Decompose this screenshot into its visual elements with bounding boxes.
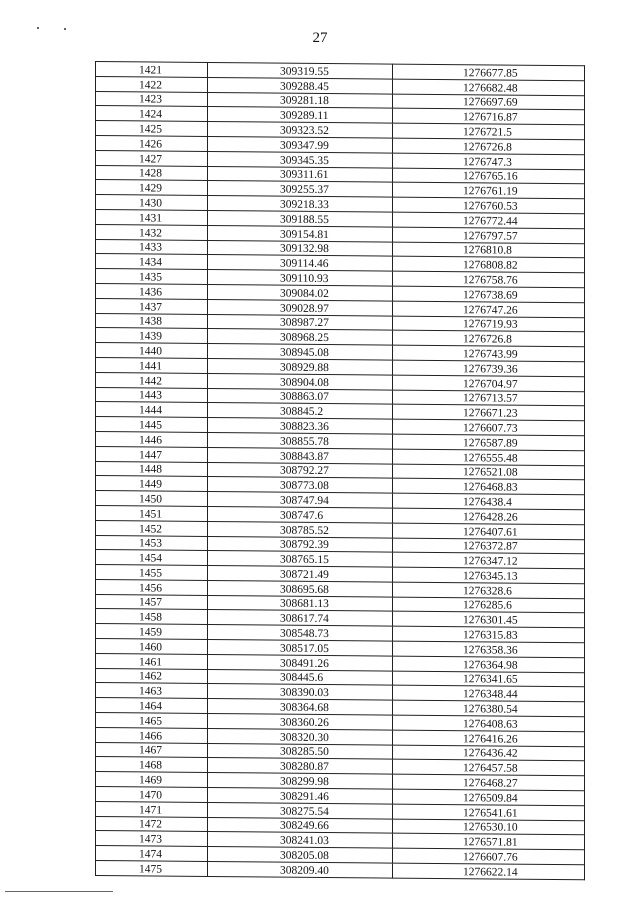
point-number-cell: 1438 [96, 313, 208, 329]
scan-speck [37, 27, 39, 29]
point-number-cell: 1448 [96, 461, 208, 477]
x-coordinate-cell: 308765.15 [208, 551, 393, 567]
x-coordinate-cell: 309289.11 [208, 107, 393, 123]
y-coordinate-cell: 1276315.83 [393, 626, 585, 642]
point-number-cell: 1471 [96, 801, 208, 817]
point-number-cell: 1455 [96, 565, 208, 581]
x-coordinate-cell: 308320.30 [208, 728, 393, 744]
point-number-cell: 1426 [96, 135, 208, 151]
y-coordinate-cell: 1276760.53 [393, 197, 585, 213]
y-coordinate-cell: 1276457.58 [393, 760, 585, 776]
x-coordinate-cell: 308773.08 [208, 477, 393, 493]
point-number-cell: 1450 [96, 491, 208, 507]
x-coordinate-cell: 308747.94 [208, 492, 393, 508]
y-coordinate-cell: 1276743.99 [393, 345, 585, 361]
y-coordinate-cell: 1276436.42 [393, 745, 585, 761]
point-number-cell: 1453 [96, 535, 208, 551]
point-number-cell: 1432 [96, 224, 208, 240]
y-coordinate-cell: 1276468.27 [393, 774, 585, 790]
page-number: 27 [312, 30, 328, 46]
point-number-cell: 1443 [96, 387, 208, 403]
x-coordinate-cell: 309218.33 [208, 196, 393, 212]
point-number-cell: 1461 [96, 653, 208, 669]
x-coordinate-cell: 309084.02 [208, 284, 393, 300]
x-coordinate-cell: 308792.39 [208, 536, 393, 552]
point-number-cell: 1436 [96, 283, 208, 299]
point-number-cell: 1451 [96, 505, 208, 521]
point-number-cell: 1469 [96, 772, 208, 788]
point-number-cell: 1441 [96, 357, 208, 373]
point-number-cell: 1445 [96, 417, 208, 433]
x-coordinate-cell: 308617.74 [208, 610, 393, 626]
y-coordinate-cell: 1276797.57 [393, 227, 585, 243]
point-number-cell: 1472 [96, 816, 208, 832]
x-coordinate-cell: 308390.03 [208, 684, 393, 700]
x-coordinate-cell: 308517.05 [208, 640, 393, 656]
point-number-cell: 1421 [96, 62, 208, 78]
point-number-cell: 1470 [96, 787, 208, 803]
point-number-cell: 1454 [96, 550, 208, 566]
x-coordinate-cell: 308968.25 [208, 329, 393, 345]
y-coordinate-cell: 1276772.44 [393, 212, 585, 228]
x-coordinate-cell: 309347.99 [208, 136, 393, 152]
point-number-cell: 1428 [96, 165, 208, 181]
y-coordinate-cell: 1276607.73 [393, 419, 585, 435]
x-coordinate-cell: 309114.46 [208, 255, 393, 271]
x-coordinate-cell: 308491.26 [208, 654, 393, 670]
point-number-cell: 1458 [96, 609, 208, 625]
y-coordinate-cell: 1276301.45 [393, 612, 585, 628]
y-coordinate-cell: 1276622.14 [393, 863, 585, 879]
x-coordinate-cell: 308845.2 [208, 403, 393, 419]
point-number-cell: 1463 [96, 683, 208, 699]
y-coordinate-cell: 1276372.87 [393, 538, 585, 554]
y-coordinate-cell: 1276530.10 [393, 819, 585, 835]
y-coordinate-cell: 1276747.3 [393, 153, 585, 169]
x-coordinate-cell: 308299.98 [208, 773, 393, 789]
x-coordinate-cell: 308863.07 [208, 388, 393, 404]
point-number-cell: 1449 [96, 476, 208, 492]
y-coordinate-cell: 1276677.85 [393, 64, 585, 80]
point-number-cell: 1474 [96, 846, 208, 862]
x-coordinate-cell: 308280.87 [208, 758, 393, 774]
x-coordinate-cell: 308929.88 [208, 358, 393, 374]
y-coordinate-cell: 1276341.65 [393, 671, 585, 687]
x-coordinate-cell: 308291.46 [208, 788, 393, 804]
y-coordinate-cell: 1276671.23 [393, 404, 585, 420]
point-number-cell: 1466 [96, 727, 208, 743]
point-number-cell: 1435 [96, 269, 208, 285]
point-number-cell: 1446 [96, 431, 208, 447]
y-coordinate-cell: 1276438.4 [393, 493, 585, 509]
y-coordinate-cell: 1276428.26 [393, 508, 585, 524]
y-coordinate-cell: 1276713.57 [393, 390, 585, 406]
y-coordinate-cell: 1276468.83 [393, 478, 585, 494]
point-number-cell: 1473 [96, 831, 208, 847]
y-coordinate-cell: 1276348.44 [393, 686, 585, 702]
x-coordinate-cell: 309281.18 [208, 92, 393, 108]
x-coordinate-cell: 309154.81 [208, 225, 393, 241]
x-coordinate-cell: 308747.6 [208, 506, 393, 522]
x-coordinate-cell: 308987.27 [208, 314, 393, 330]
point-number-cell: 1457 [96, 594, 208, 610]
x-coordinate-cell: 308785.52 [208, 521, 393, 537]
x-coordinate-cell: 308241.03 [208, 832, 393, 848]
y-coordinate-cell: 1276380.54 [393, 700, 585, 716]
x-coordinate-cell: 308945.08 [208, 344, 393, 360]
x-coordinate-cell: 309028.97 [208, 299, 393, 315]
x-coordinate-cell: 308792.27 [208, 462, 393, 478]
point-number-cell: 1434 [96, 254, 208, 270]
x-coordinate-cell: 309288.45 [208, 77, 393, 93]
x-coordinate-cell: 308855.78 [208, 432, 393, 448]
x-coordinate-cell: 308360.26 [208, 714, 393, 730]
y-coordinate-cell: 1276738.69 [393, 286, 585, 302]
point-number-cell: 1429 [96, 180, 208, 196]
y-coordinate-cell: 1276726.8 [393, 138, 585, 154]
x-coordinate-cell: 309345.35 [208, 151, 393, 167]
point-number-cell: 1437 [96, 298, 208, 314]
y-coordinate-cell: 1276571.81 [393, 834, 585, 850]
y-coordinate-cell: 1276285.6 [393, 597, 585, 613]
x-coordinate-cell: 309132.98 [208, 240, 393, 256]
coordinates-table [95, 61, 585, 880]
x-coordinate-cell: 308681.13 [208, 595, 393, 611]
point-number-cell: 1422 [96, 76, 208, 92]
point-number-cell: 1462 [96, 668, 208, 684]
x-coordinate-cell: 308695.68 [208, 580, 393, 596]
y-coordinate-cell: 1276358.36 [393, 641, 585, 657]
point-number-cell: 1465 [96, 713, 208, 729]
y-coordinate-cell: 1276416.26 [393, 730, 585, 746]
y-coordinate-cell: 1276541.61 [393, 804, 585, 820]
y-coordinate-cell: 1276716.87 [393, 108, 585, 124]
point-number-cell: 1468 [96, 757, 208, 773]
point-number-cell: 1456 [96, 579, 208, 595]
point-number-cell: 1439 [96, 328, 208, 344]
y-coordinate-cell: 1276587.89 [393, 434, 585, 450]
x-coordinate-cell: 309311.61 [208, 166, 393, 182]
point-number-cell: 1442 [96, 372, 208, 388]
x-coordinate-cell: 308823.36 [208, 418, 393, 434]
point-number-cell: 1452 [96, 520, 208, 536]
x-coordinate-cell: 308249.66 [208, 817, 393, 833]
point-number-cell: 1447 [96, 446, 208, 462]
coordinates-table-body [96, 62, 585, 880]
x-coordinate-cell: 309319.55 [208, 62, 393, 78]
y-coordinate-cell: 1276719.93 [393, 316, 585, 332]
y-coordinate-cell: 1276747.26 [393, 301, 585, 317]
y-coordinate-cell: 1276704.97 [393, 375, 585, 391]
point-number-cell: 1459 [96, 624, 208, 640]
point-number-cell: 1475 [96, 861, 208, 877]
x-coordinate-cell: 308285.50 [208, 743, 393, 759]
x-coordinate-cell: 309110.93 [208, 270, 393, 286]
x-coordinate-cell: 308721.49 [208, 566, 393, 582]
y-coordinate-cell: 1276726.8 [393, 330, 585, 346]
x-coordinate-cell: 308205.08 [208, 847, 393, 863]
point-number-cell: 1440 [96, 343, 208, 359]
point-number-cell: 1467 [96, 742, 208, 758]
y-coordinate-cell: 1276607.76 [393, 848, 585, 864]
y-coordinate-cell: 1276765.16 [393, 168, 585, 184]
y-coordinate-cell: 1276739.36 [393, 360, 585, 376]
point-number-cell: 1427 [96, 150, 208, 166]
point-number-cell: 1433 [96, 239, 208, 255]
x-coordinate-cell: 308364.68 [208, 699, 393, 715]
x-coordinate-cell: 308209.40 [208, 862, 393, 878]
x-coordinate-cell: 309323.52 [208, 122, 393, 138]
y-coordinate-cell: 1276697.69 [393, 94, 585, 110]
x-coordinate-cell: 308843.87 [208, 447, 393, 463]
x-coordinate-cell: 308548.73 [208, 625, 393, 641]
y-coordinate-cell: 1276364.98 [393, 656, 585, 672]
x-coordinate-cell: 308445.6 [208, 669, 393, 685]
point-number-cell: 1430 [96, 195, 208, 211]
x-coordinate-cell: 308275.54 [208, 802, 393, 818]
y-coordinate-cell: 1276810.8 [393, 242, 585, 258]
y-coordinate-cell: 1276808.82 [393, 256, 585, 272]
point-number-cell: 1464 [96, 698, 208, 714]
point-number-cell: 1425 [96, 121, 208, 137]
y-coordinate-cell: 1276407.61 [393, 523, 585, 539]
y-coordinate-cell: 1276345.13 [393, 567, 585, 583]
point-number-cell: 1431 [96, 209, 208, 225]
y-coordinate-cell: 1276682.48 [393, 79, 585, 95]
y-coordinate-cell: 1276758.76 [393, 271, 585, 287]
x-coordinate-cell: 309255.37 [208, 181, 393, 197]
x-coordinate-cell: 308904.08 [208, 373, 393, 389]
y-coordinate-cell: 1276509.84 [393, 789, 585, 805]
x-coordinate-cell: 309188.55 [208, 210, 393, 226]
point-number-cell: 1424 [96, 106, 208, 122]
point-number-cell: 1444 [96, 402, 208, 418]
y-coordinate-cell: 1276347.12 [393, 552, 585, 568]
y-coordinate-cell: 1276328.6 [393, 582, 585, 598]
footer-rule [5, 891, 113, 892]
y-coordinate-cell: 1276761.19 [393, 182, 585, 198]
y-coordinate-cell: 1276408.63 [393, 715, 585, 731]
point-number-cell: 1423 [96, 91, 208, 107]
y-coordinate-cell: 1276555.48 [393, 449, 585, 465]
y-coordinate-cell: 1276721.5 [393, 123, 585, 139]
point-number-cell: 1460 [96, 639, 208, 655]
y-coordinate-cell: 1276521.08 [393, 464, 585, 480]
